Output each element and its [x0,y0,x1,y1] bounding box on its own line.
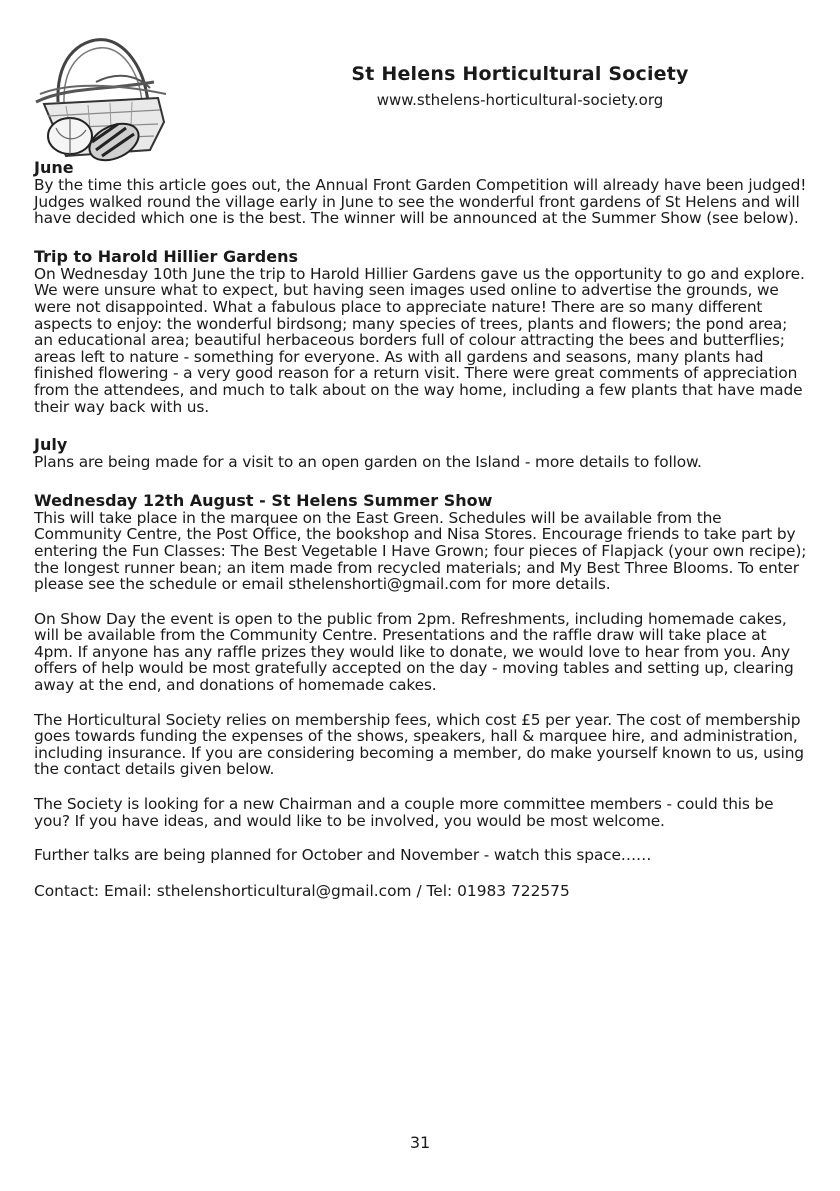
june-paragraph: By the time this article goes out, the Annual Front Garden Competition will already have been judged! Judges walked round the village early in June to see the wonderful front gardens of St Helens and will have decided which one is the best. The winner will be announced at the Summer Show (see below). [34,176,807,228]
page-header [320,63,720,109]
hillier-trip-paragraph: On Wednesday 10th June the trip to Harold Hillier Gardens gave us the opportunity to go and explore. We were unsure what to expect, but having seen images used online to advertise the grounds, we were not disappointed. What a fabulous place to appreciate nature! There are so many different aspects to enjoy: the wonderful birdsong; many species of trees, plants and flowers; the pond area; an educational area; beautiful herbaceous borders full of colour attracting the bees and butterflies; areas left to nature - something for everyone. As with all gardens and seasons, many plants had finished flowering - a very good reason for a return visit. There were great comments of appreciation from the attendees, and much to talk about on the way home, including a few plants that have made their way back with us. [34,264,805,416]
article-body [34,158,809,900]
summer-show-paragraph: This will take place in the marquee on the East Green. Schedules will be available from the Community Centre, the Post Office, the bookshop and Nisa Stores. Encourage friends to take part by entering the Fun Classes: The Best Vegetable I Have Grown; four pieces of Flapjack (your own recipe); the longest runner bean; an item made from recycled materials; and My Best Three Blooms. To enter please see the schedule or email sthelenshorti@gmail.com for more details. [34,508,807,594]
further-talks-paragraph: Further talks are being planned for October and November - watch this space…… [34,846,652,865]
july-paragraph: Plans are being made for a visit to an open garden on the Island - more details to follow. [34,453,702,472]
vegetable-basket-icon [26,32,176,164]
committee-paragraph: The Society is looking for a new Chairman and a couple more committee members - could this be you? If you have ideas, and would like to be involved, you would be most welcome. [34,795,774,830]
society-website[interactable]: www.sthelens-horticultural-society.org [376,91,664,109]
membership-paragraph: The Horticultural Society relies on membership fees, which cost £5 per year. The cost of membership goes towards funding the expenses of the shows, speakers, hall & marquee hire, and administration, including insurance. If you are considering becoming a member, do make yourself known to us, using the contact details given below. [34,710,804,779]
contact-details: Contact: Email: sthelenshorticultural@gmail.com / Tel: 01983 722575 [34,881,570,900]
page-number: 31 [409,1133,431,1152]
society-title: St Helens Horticultural Society [351,63,689,85]
section-heading-june: June [34,158,74,177]
section-heading-hillier-trip: Trip to Harold Hillier Gardens [34,246,299,266]
show-day-paragraph: On Show Day the event is open to the public from 2pm. Refreshments, including homemade cakes, will be available from the Community Centre. Presentations and the raffle draw will take place at 4pm. If anyone has any raffle prizes they would like to donate, we would love to hear from you. Any offers of help would be most gratefully accepted on the day - moving tables and setting up, clearing away at the end, and donations of homemade cakes. [34,609,794,695]
section-heading-summer-show: Wednesday 12th August - St Helens Summer Show [34,490,493,510]
section-heading-july: July [34,435,68,455]
